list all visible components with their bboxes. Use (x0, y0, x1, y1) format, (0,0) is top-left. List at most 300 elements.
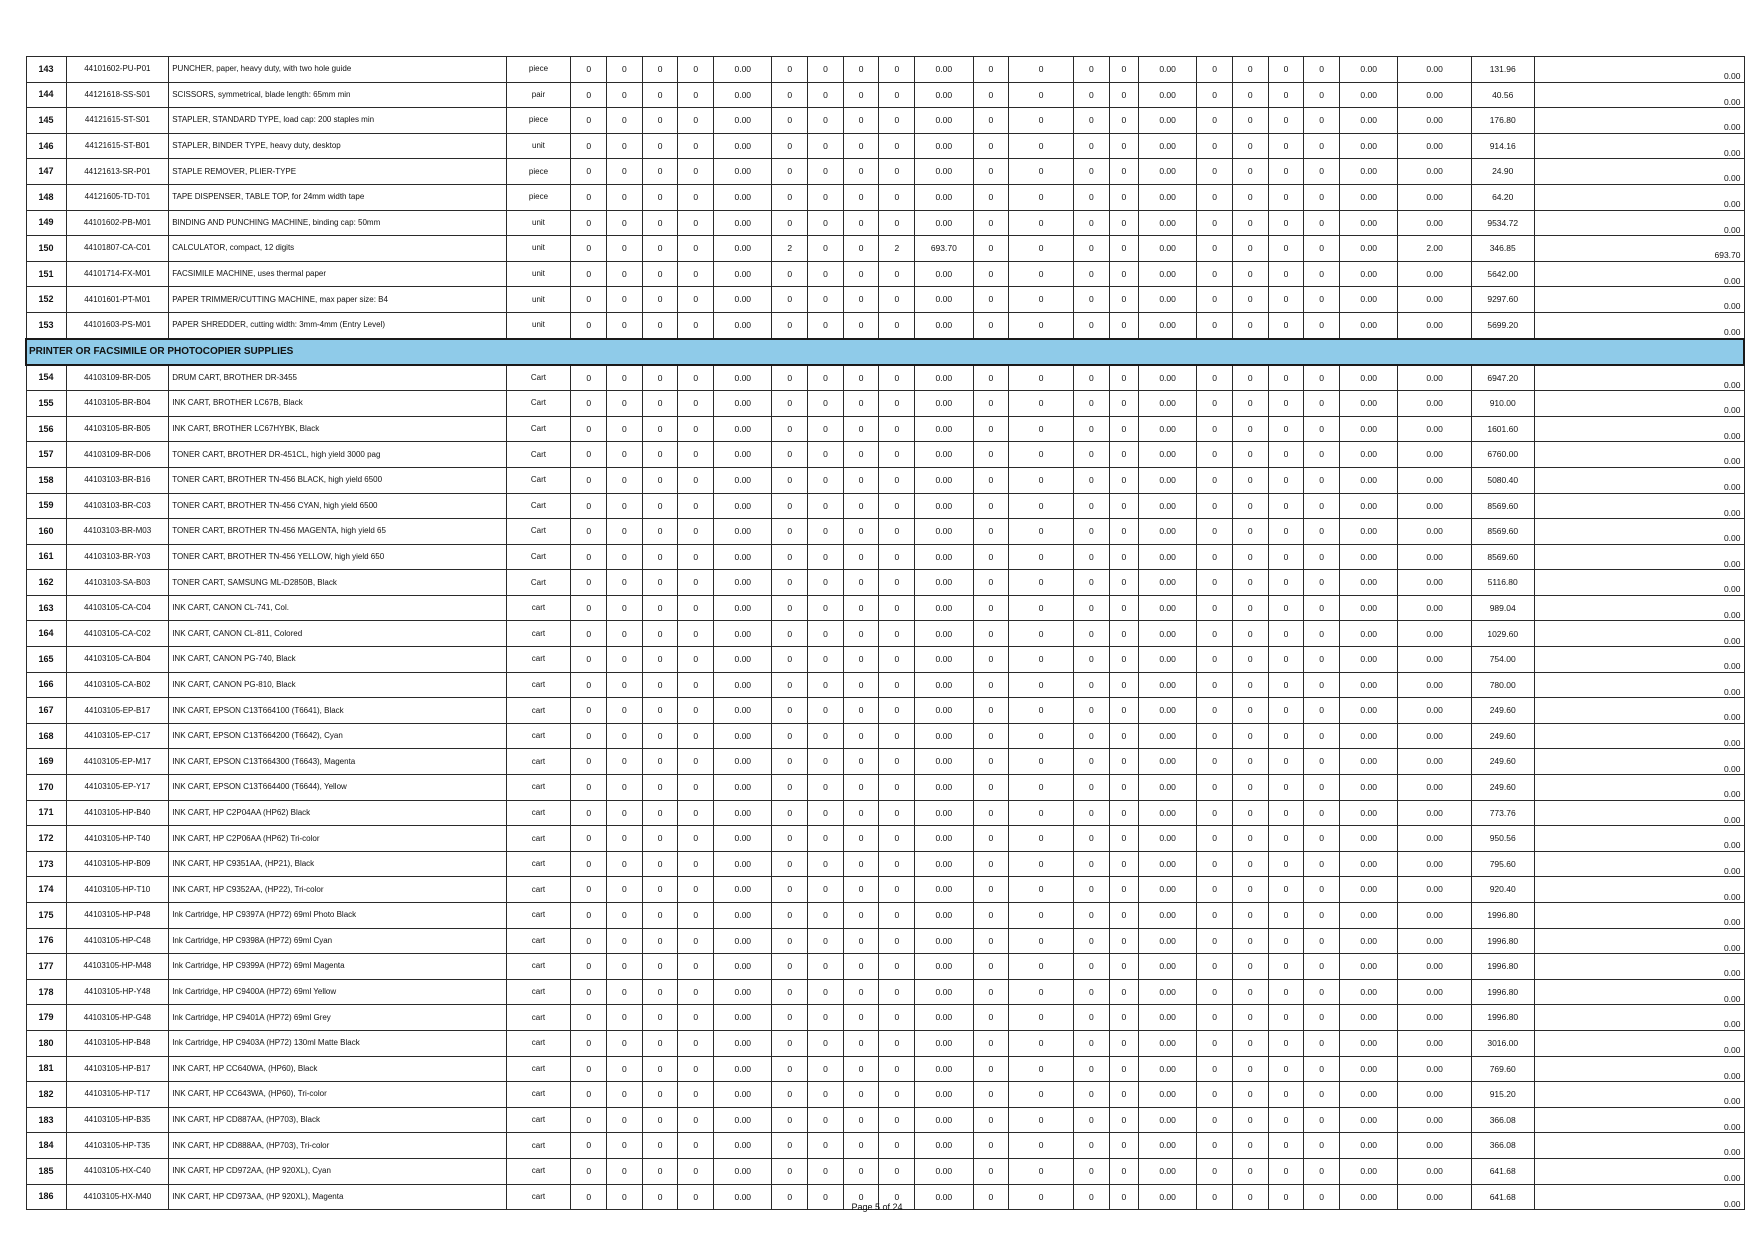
value-cell: 0 (772, 159, 808, 185)
value-cell: 0.00 (1339, 287, 1397, 313)
value-cell: 0 (1197, 416, 1233, 442)
value-cell: 0 (1268, 979, 1304, 1005)
value-cell: 0 (808, 954, 844, 980)
value-cell: 0 (808, 210, 844, 236)
value-cell: 0 (1009, 1082, 1074, 1108)
value-cell: 0.00 (1339, 1133, 1397, 1159)
value-cell: 0.00 (1138, 544, 1196, 570)
value-cell: 0 (571, 210, 607, 236)
value-cell: 0.00 (1339, 442, 1397, 468)
value-cell: 0 (879, 261, 915, 287)
value-cell: 0 (843, 442, 879, 468)
table-row (26, 775, 1744, 801)
value-cell: 0.00 (1339, 1082, 1397, 1108)
value-cell: 0 (607, 1082, 643, 1108)
value-cell: 0 (879, 57, 915, 83)
value-cell: 0 (1009, 877, 1074, 903)
value-cell: 0 (678, 544, 714, 570)
value-cell: 0 (772, 1133, 808, 1159)
value-cell: 0 (571, 467, 607, 493)
stock-code: 44103105-HP-T40 (66, 826, 169, 852)
row-number: 183 (26, 1107, 66, 1133)
row-number: 185 (26, 1158, 66, 1184)
value-cell: 0 (808, 1005, 844, 1031)
value-cell: 0 (879, 82, 915, 108)
stock-code: 44103105-BR-B04 (66, 391, 169, 417)
value-cell: 0 (1232, 57, 1268, 83)
value-cell: 0 (642, 159, 678, 185)
value-cell: 0.00 (714, 1107, 772, 1133)
value-cell: 0 (843, 261, 879, 287)
value-cell: 0 (571, 1184, 607, 1210)
value-cell: 0.00 (1138, 826, 1196, 852)
value-cell: 0 (879, 159, 915, 185)
value-cell: 0.00 (714, 928, 772, 954)
value-cell: 0.00 (915, 1030, 973, 1056)
value-cell: 0 (1268, 210, 1304, 236)
value-cell: 0 (1109, 1107, 1138, 1133)
unit-of-measure: cart (506, 1030, 571, 1056)
value-cell: 0.00 (1398, 1082, 1472, 1108)
value-cell: 0 (973, 749, 1009, 775)
value-cell: 0.00 (1339, 544, 1397, 570)
value-cell: 0 (1074, 133, 1110, 159)
value-cell: 0 (843, 493, 879, 519)
table-row (26, 698, 1744, 724)
stock-code: 44103103-BR-M03 (66, 519, 169, 545)
value-cell: 0 (772, 519, 808, 545)
value-cell: 914.16 (1471, 133, 1534, 159)
value-cell: 910.00 (1471, 391, 1534, 417)
value-cell: 0.00 (714, 108, 772, 134)
value-cell: 0 (571, 851, 607, 877)
value-cell: 0 (843, 903, 879, 929)
value-cell: 0 (808, 877, 844, 903)
value-cell: 0 (1197, 1082, 1233, 1108)
value-cell: 0.00 (1138, 312, 1196, 338)
value-cell: 0.00 (1138, 1005, 1196, 1031)
unit-of-measure: unit (506, 236, 571, 262)
value-cell: 0 (808, 108, 844, 134)
value-cell: 0 (879, 544, 915, 570)
value-cell: 0 (973, 287, 1009, 313)
value-cell: 0 (678, 236, 714, 262)
value-cell: 0 (1232, 570, 1268, 596)
value-cell: 0 (1304, 391, 1340, 417)
value-cell: 0 (642, 287, 678, 313)
value-cell: 0 (808, 133, 844, 159)
value-cell: 0 (879, 928, 915, 954)
value-cell: 0 (1268, 287, 1304, 313)
value-cell: 0 (973, 570, 1009, 596)
value-cell: 0.00 (915, 312, 973, 338)
table-row (26, 1133, 1744, 1159)
value-cell: 0 (772, 1005, 808, 1031)
value-cell: 0 (973, 493, 1009, 519)
value-cell: 9297.60 (1471, 287, 1534, 313)
value-cell: 0.00 (714, 312, 772, 338)
value-cell: 0.00 (1339, 877, 1397, 903)
value-cell: 0 (678, 287, 714, 313)
stock-code: 44103105-HP-C48 (66, 928, 169, 954)
value-cell: 0 (1268, 236, 1304, 262)
total-amount-cell: 0.00 (1534, 287, 1744, 313)
value-cell: 0 (1009, 57, 1074, 83)
value-cell: 0 (1109, 365, 1138, 391)
value-cell: 0 (1304, 672, 1340, 698)
row-number: 153 (26, 312, 66, 338)
value-cell: 0 (642, 877, 678, 903)
value-cell: 0 (1109, 236, 1138, 262)
inventory-table (25, 56, 1745, 1210)
stock-code: 44103109-BR-D05 (66, 365, 169, 391)
stock-code: 44101602-PB-M01 (66, 210, 169, 236)
value-cell: 0 (1009, 1056, 1074, 1082)
value-cell: 0 (607, 595, 643, 621)
value-cell: 0 (1109, 723, 1138, 749)
value-cell: 0 (843, 749, 879, 775)
value-cell: 0.00 (1339, 800, 1397, 826)
value-cell: 0 (1232, 595, 1268, 621)
value-cell: 0.00 (1138, 1107, 1196, 1133)
stock-code: 44101602-PU-P01 (66, 57, 169, 83)
value-cell: 0 (607, 903, 643, 929)
value-cell: 0 (1197, 467, 1233, 493)
value-cell: 0 (1304, 851, 1340, 877)
value-cell: 0 (808, 698, 844, 724)
value-cell: 0 (1268, 1005, 1304, 1031)
value-cell: 0.00 (915, 467, 973, 493)
section-title: PRINTER OR FACSIMILE OR PHOTOCOPIER SUPPLIES (26, 339, 1744, 365)
value-cell: 0.00 (1339, 210, 1397, 236)
value-cell: 0.00 (1138, 493, 1196, 519)
value-cell: 64.20 (1471, 184, 1534, 210)
value-cell: 0 (607, 57, 643, 83)
value-cell: 989.04 (1471, 595, 1534, 621)
value-cell: 0 (642, 184, 678, 210)
unit-of-measure: cart (506, 723, 571, 749)
value-cell: 0 (1009, 979, 1074, 1005)
value-cell: 0.00 (1138, 1133, 1196, 1159)
value-cell: 176.80 (1471, 108, 1534, 134)
value-cell: 0 (879, 621, 915, 647)
item-description: INK CART, HP CD888AA, (HP703), Tri-color (169, 1133, 506, 1159)
stock-code: 44103105-CA-B04 (66, 647, 169, 673)
value-cell: 0.00 (915, 1082, 973, 1108)
value-cell: 0 (571, 954, 607, 980)
value-cell: 0.00 (1138, 723, 1196, 749)
row-number: 163 (26, 595, 66, 621)
row-number: 145 (26, 108, 66, 134)
value-cell: 0 (1109, 903, 1138, 929)
value-cell: 0 (1074, 570, 1110, 596)
value-cell: 0 (1232, 749, 1268, 775)
value-cell: 0 (879, 1133, 915, 1159)
value-cell: 0.00 (915, 1005, 973, 1031)
value-cell: 0 (1197, 621, 1233, 647)
value-cell: 0 (772, 775, 808, 801)
value-cell: 0 (678, 903, 714, 929)
value-cell: 0 (678, 108, 714, 134)
value-cell: 0 (1232, 544, 1268, 570)
value-cell: 0 (808, 979, 844, 1005)
value-cell: 0.00 (915, 647, 973, 673)
total-amount-cell: 0.00 (1534, 1030, 1744, 1056)
value-cell: 0.00 (1339, 416, 1397, 442)
item-description: INK CART, BROTHER LC67B, Black (169, 391, 506, 417)
row-number: 157 (26, 442, 66, 468)
total-amount-cell: 0.00 (1534, 108, 1744, 134)
value-cell: 0 (1197, 979, 1233, 1005)
value-cell: 0 (642, 595, 678, 621)
value-cell: 0 (1074, 312, 1110, 338)
value-cell: 0 (808, 391, 844, 417)
value-cell: 131.96 (1471, 57, 1534, 83)
value-cell: 0 (1197, 570, 1233, 596)
value-cell: 0 (678, 493, 714, 519)
value-cell: 0.00 (1138, 647, 1196, 673)
value-cell: 0 (607, 672, 643, 698)
value-cell: 0 (1232, 82, 1268, 108)
value-cell: 0 (571, 647, 607, 673)
value-cell: 0 (1304, 595, 1340, 621)
value-cell: 0 (1009, 647, 1074, 673)
value-cell: 0 (879, 1158, 915, 1184)
value-cell: 366.08 (1471, 1133, 1534, 1159)
value-cell: 0 (678, 519, 714, 545)
value-cell: 0.00 (1339, 851, 1397, 877)
value-cell: 0 (843, 647, 879, 673)
value-cell: 0.00 (915, 159, 973, 185)
unit-of-measure: piece (506, 108, 571, 134)
unit-of-measure: cart (506, 698, 571, 724)
unit-of-measure: cart (506, 1133, 571, 1159)
value-cell: 0 (879, 467, 915, 493)
item-description: INK CART, HP CC643WA, (HP60), Tri-color (169, 1082, 506, 1108)
total-amount-cell: 0.00 (1534, 877, 1744, 903)
value-cell: 0.00 (714, 877, 772, 903)
value-cell: 0 (879, 416, 915, 442)
value-cell: 0 (607, 287, 643, 313)
value-cell: 0.00 (1138, 954, 1196, 980)
value-cell: 5080.40 (1471, 467, 1534, 493)
value-cell: 0.00 (1339, 570, 1397, 596)
value-cell: 0 (879, 595, 915, 621)
value-cell: 0 (1197, 954, 1233, 980)
value-cell: 0 (843, 698, 879, 724)
value-cell: 0.00 (915, 851, 973, 877)
value-cell: 0.00 (1339, 236, 1397, 262)
unit-of-measure: cart (506, 647, 571, 673)
unit-of-measure: pair (506, 82, 571, 108)
value-cell: 0 (678, 1184, 714, 1210)
total-amount-cell: 0.00 (1534, 954, 1744, 980)
total-amount-cell: 0.00 (1534, 82, 1744, 108)
value-cell: 0 (1074, 159, 1110, 185)
total-amount-cell: 0.00 (1534, 595, 1744, 621)
value-cell: 0 (973, 467, 1009, 493)
value-cell: 0 (843, 1005, 879, 1031)
value-cell: 0 (678, 672, 714, 698)
row-number: 149 (26, 210, 66, 236)
value-cell: 0.00 (1138, 210, 1196, 236)
value-cell: 0 (973, 826, 1009, 852)
value-cell: 0 (772, 928, 808, 954)
value-cell: 0 (1074, 595, 1110, 621)
stock-code: 44121615-ST-S01 (66, 108, 169, 134)
table-row (26, 570, 1744, 596)
value-cell: 0 (843, 621, 879, 647)
unit-of-measure: Cart (506, 442, 571, 468)
total-amount-cell: 0.00 (1534, 442, 1744, 468)
value-cell: 0.00 (915, 416, 973, 442)
value-cell: 0.00 (1339, 312, 1397, 338)
value-cell: 0 (1268, 133, 1304, 159)
value-cell: 0.00 (1138, 749, 1196, 775)
value-cell: 0 (808, 749, 844, 775)
table-row (26, 236, 1744, 262)
item-description: PAPER TRIMMER/CUTTING MACHINE, max paper size: B4 (169, 287, 506, 313)
value-cell: 0 (1109, 595, 1138, 621)
value-cell: 0 (607, 570, 643, 596)
unit-of-measure: unit (506, 133, 571, 159)
value-cell: 0 (879, 647, 915, 673)
value-cell: 0 (973, 928, 1009, 954)
item-description: STAPLER, BINDER TYPE, heavy duty, desktop (169, 133, 506, 159)
value-cell: 0 (1109, 647, 1138, 673)
row-number: 176 (26, 928, 66, 954)
item-description: FACSIMILE MACHINE, uses thermal paper (169, 261, 506, 287)
value-cell: 0.00 (714, 184, 772, 210)
value-cell: 0 (879, 312, 915, 338)
value-cell: 0 (1268, 391, 1304, 417)
value-cell: 0 (1074, 621, 1110, 647)
table-row (26, 723, 1744, 749)
value-cell: 0 (1197, 647, 1233, 673)
value-cell: 0 (642, 57, 678, 83)
value-cell: 0 (843, 133, 879, 159)
value-cell: 0.00 (1398, 184, 1472, 210)
value-cell: 0 (1304, 416, 1340, 442)
value-cell: 0 (808, 570, 844, 596)
unit-of-measure: cart (506, 1184, 571, 1210)
table-row (26, 261, 1744, 287)
value-cell: 0 (1268, 82, 1304, 108)
value-cell: 0 (1197, 1107, 1233, 1133)
value-cell: 0.00 (714, 723, 772, 749)
value-cell: 0 (1268, 954, 1304, 980)
value-cell: 0 (772, 108, 808, 134)
value-cell: 0 (571, 903, 607, 929)
value-cell: 0 (1197, 1005, 1233, 1031)
item-description: INK CART, EPSON C13T664300 (T6643), Magenta (169, 749, 506, 775)
value-cell: 0.00 (1138, 1030, 1196, 1056)
unit-of-measure: Cart (506, 493, 571, 519)
value-cell: 0 (1009, 287, 1074, 313)
value-cell: 0 (1232, 647, 1268, 673)
value-cell: 0.00 (1398, 595, 1472, 621)
value-cell: 0.00 (915, 391, 973, 417)
value-cell: 0 (1109, 57, 1138, 83)
value-cell: 0 (678, 1133, 714, 1159)
value-cell: 0 (772, 851, 808, 877)
value-cell: 0 (607, 236, 643, 262)
value-cell: 1996.80 (1471, 903, 1534, 929)
value-cell: 0 (772, 723, 808, 749)
value-cell: 0 (1009, 851, 1074, 877)
value-cell: 0.00 (714, 775, 772, 801)
value-cell: 0 (678, 775, 714, 801)
table-row (26, 826, 1744, 852)
value-cell: 0 (1197, 672, 1233, 698)
value-cell: 0 (1074, 493, 1110, 519)
item-description: TONER CART, BROTHER TN-456 CYAN, high yield 6500 (169, 493, 506, 519)
value-cell: 0 (1232, 312, 1268, 338)
value-cell: 0 (1304, 184, 1340, 210)
value-cell: 0 (1197, 442, 1233, 468)
item-description: INK CART, EPSON C13T664400 (T6644), Yellow (169, 775, 506, 801)
value-cell: 249.60 (1471, 749, 1534, 775)
value-cell: 0.00 (915, 903, 973, 929)
table-row (26, 287, 1744, 313)
value-cell: 0 (642, 954, 678, 980)
value-cell: 0 (973, 1107, 1009, 1133)
value-cell: 0.00 (1398, 312, 1472, 338)
value-cell: 346.85 (1471, 236, 1534, 262)
value-cell: 0 (1074, 877, 1110, 903)
value-cell: 0 (1009, 1030, 1074, 1056)
value-cell: 0.00 (714, 467, 772, 493)
value-cell: 0 (1074, 261, 1110, 287)
value-cell: 0 (1304, 877, 1340, 903)
stock-code: 44103105-EP-M17 (66, 749, 169, 775)
value-cell: 0 (607, 826, 643, 852)
value-cell: 0.00 (1138, 621, 1196, 647)
value-cell: 0 (1268, 159, 1304, 185)
value-cell: 0 (1232, 851, 1268, 877)
value-cell: 0 (1268, 1107, 1304, 1133)
value-cell: 0 (1304, 210, 1340, 236)
value-cell: 0 (1304, 544, 1340, 570)
item-description: TONER CART, BROTHER TN-456 MAGENTA, high yield 65 (169, 519, 506, 545)
value-cell: 0 (678, 723, 714, 749)
value-cell: 0 (973, 954, 1009, 980)
value-cell: 0 (843, 826, 879, 852)
unit-of-measure: cart (506, 979, 571, 1005)
value-cell: 0 (1304, 442, 1340, 468)
value-cell: 0 (879, 365, 915, 391)
value-cell: 0.00 (714, 954, 772, 980)
value-cell: 0 (1197, 261, 1233, 287)
value-cell: 0 (772, 287, 808, 313)
stock-code: 44103105-HP-T17 (66, 1082, 169, 1108)
unit-of-measure: cart (506, 928, 571, 954)
value-cell: 0 (678, 467, 714, 493)
value-cell: 0 (1009, 416, 1074, 442)
value-cell: 0 (1232, 954, 1268, 980)
table-row (26, 159, 1744, 185)
value-cell: 0 (1232, 723, 1268, 749)
value-cell: 0 (1197, 1133, 1233, 1159)
total-amount-cell: 0.00 (1534, 928, 1744, 954)
value-cell: 0 (642, 698, 678, 724)
item-description: INK CART, CANON PG-810, Black (169, 672, 506, 698)
value-cell: 0 (1232, 672, 1268, 698)
value-cell: 0 (973, 261, 1009, 287)
value-cell: 641.68 (1471, 1184, 1534, 1210)
value-cell: 0 (973, 1056, 1009, 1082)
value-cell: 0 (571, 1056, 607, 1082)
